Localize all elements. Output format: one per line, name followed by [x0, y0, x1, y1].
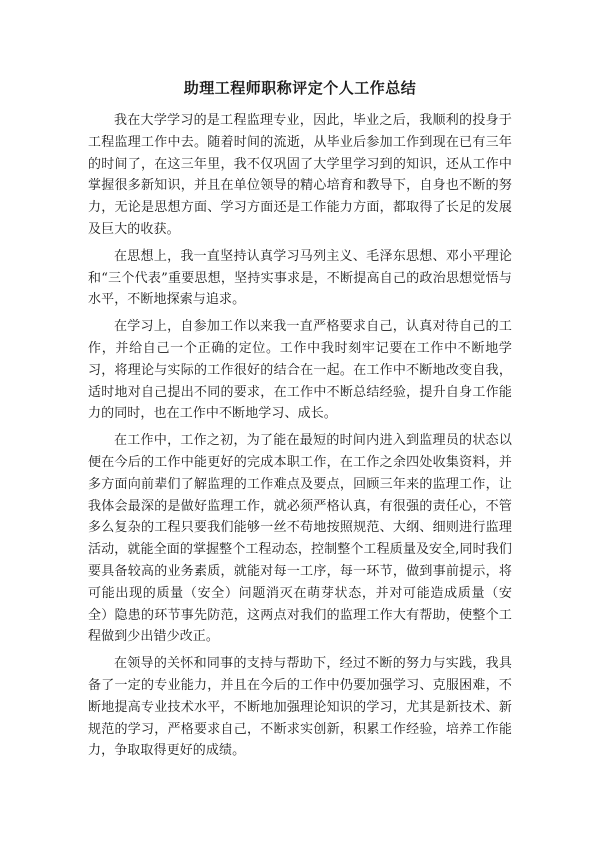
- paragraph-conclusion: 在领导的关怀和同事的支持与帮助下，经过不断的努力与实践，我具备了一定的专业能力，并且在今后的工作中仍要加强学习、克服困难，不断地提高专业技术水平，不断地加强理论知识的学习，尤其是新技术、新规范的学习，严格要求自己，不断求实创新，积累工作经验，培养工作能力，争取取得更好的成绩。: [88, 656, 512, 759]
- paragraph-ideology: 在思想上，我一直坚持认真学习马列主义、毛泽东思想、邓小平理论和“三个代表”重要思想，坚持实事求是，不断提高自己的政治思想觉悟与水平，不断地探索与追求。: [88, 248, 512, 308]
- paragraph-study: 在学习上，自参加工作以来我一直严格要求自己，认真对待自己的工作，并给自己一个正确的定位。工作中我时刻牢记要在工作中不断地学习，将理论与实际的工作很好的结合在一起。在工作中不断地改变自我，适时地对自己提出不同的要求，在工作中不断总结经验，提升自身工作能力的同时，也在工作中不断地学习、成长。: [88, 319, 512, 422]
- document-title: 助理工程师职称评定个人工作总结: [183, 79, 417, 97]
- paragraph-intro: 我在大学学习的是工程监理专业，因此，毕业之后，我顺利的投身于工程监理工作中去。随着时间的流逝，从毕业后参加工作到现在已有三年的时间了，在这三年里，我不仅巩固了大学里学习到的知识，还从工作中掌握很多新知识，并且在单位领导的精心培育和教导下，自身也不断的努力，无论是思想方面、学习方面还是工作能力方面，都取得了长足的发展及巨大的收获。: [88, 113, 512, 237]
- paragraph-work: 在工作中，工作之初，为了能在最短的时间内进入到监理员的状态以便在今后的工作中能更好的完成本职工作，在工作之余四处收集资料，并多方面向前辈们了解监理的工作难点及要点，回顾三年来的监理工作，让我体会最深的是做好监理工作，就必须严格认真，有很强的责任心，不管多么复杂的工程只要我们能够一丝不苟地按照规范、大纲、细则进行监理活动，就能全面的掌握整个工程动态，控制整个工程质量及安全,同时我们要具备较高的业务素质，就能对每一工序，每一环节，做到事前提示，将可能出现的质量（安全）问题消灭在萌芽状态，并对可能造成质量（安全）隐患的环节事先防范，这两点对我们的监理工作大有帮助，使整个工程做到少出错少改正。: [88, 433, 512, 645]
